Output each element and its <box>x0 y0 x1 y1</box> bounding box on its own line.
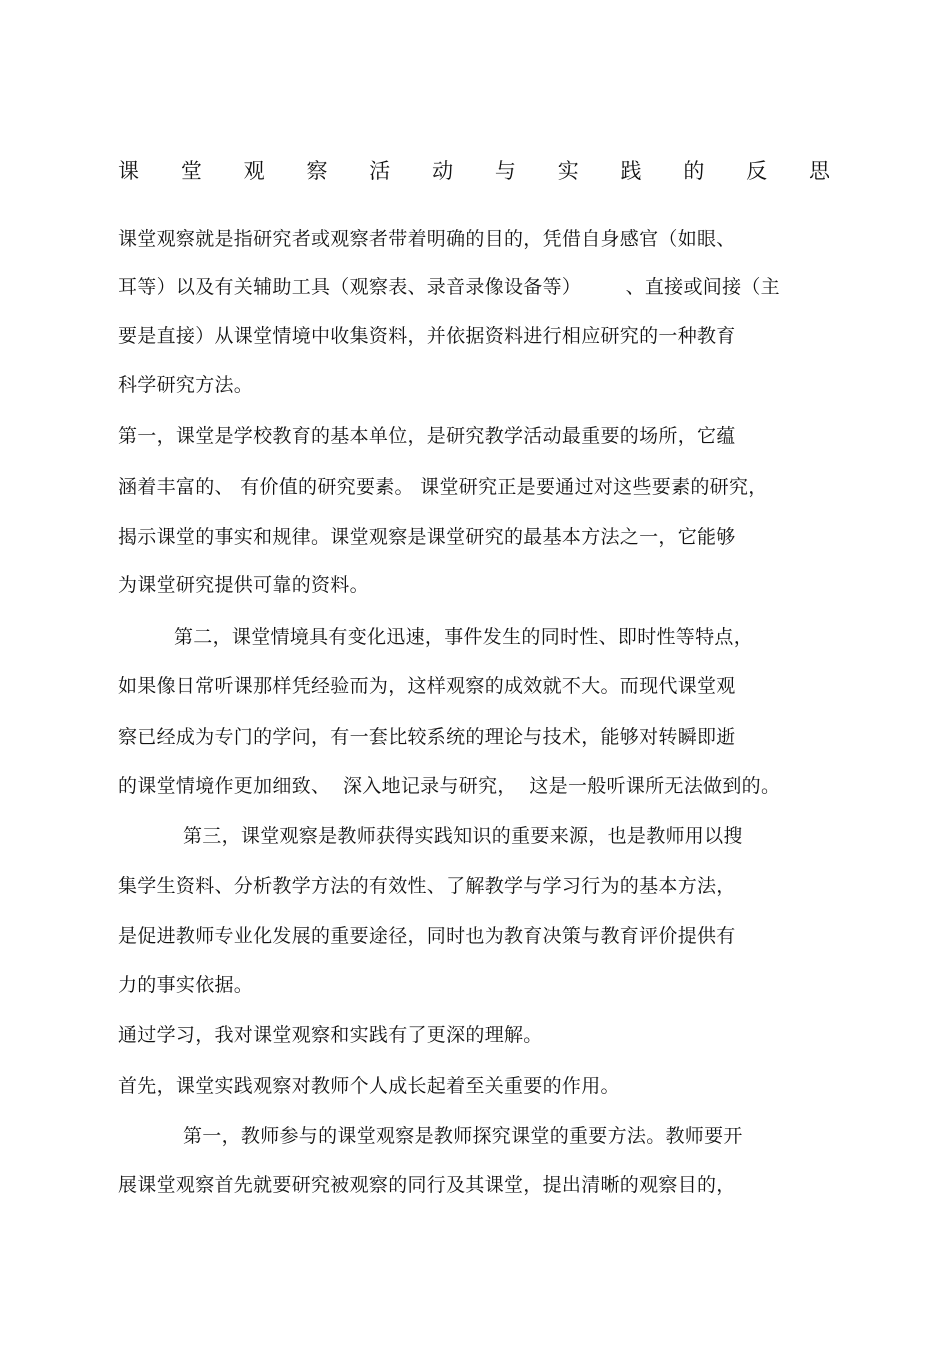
text-line: 首先，课堂实践观察对教师个人成长起着至关重要的作用。 <box>118 1075 620 1097</box>
title-char: 与 <box>494 159 516 183</box>
text-line: 耳等）以及有关辅助工具（观察表、录音录像设备等） 、直接或间接（主 <box>118 276 780 298</box>
text-line: 揭示课堂的事实和规律。课堂观察是课堂研究的最基本方法之一，它能够 <box>118 526 736 548</box>
text-line: 涵着丰富的、 有价值的研究要素。 课堂研究正是要通过对这些要素的研究， <box>118 476 768 498</box>
text-line: 是促进教师专业化发展的重要途径，同时也为教育决策与教育评价提供有 <box>118 925 736 947</box>
title-char: 实 <box>557 159 579 183</box>
text-line: 第二，课堂情境具有变化迅速，事件发生的同时性、即时性等特点， <box>174 626 754 648</box>
title-char: 践 <box>620 159 642 183</box>
text-line: 课堂观察就是指研究者或观察者带着明确的目的，凭借自身感官（如眼、 <box>118 228 736 250</box>
text-line: 集学生资料、分析教学方法的有效性、了解教学与学习行为的基本方法， <box>118 875 736 897</box>
text-line: 科学研究方法。 <box>118 374 254 396</box>
title-char: 堂 <box>180 159 202 183</box>
title-char: 反 <box>746 159 768 183</box>
title-char: 察 <box>306 159 328 183</box>
text-line: 第三，课堂观察是教师获得实践知识的重要来源，也是教师用以搜 <box>183 825 743 847</box>
title-char: 的 <box>683 159 705 183</box>
text-line: 展课堂观察首先就要研究被观察的同行及其课堂，提出清晰的观察目的， <box>118 1174 736 1196</box>
text-line: 的课堂情境作更加细致、 深入地记录与研究， 这是一般听课所无法做到的。 <box>118 775 781 797</box>
text-line: 第一，课堂是学校教育的基本单位，是研究教学活动最重要的场所，它蕴 <box>118 425 736 447</box>
text-line: 如果像日常听课那样凭经验而为，这样观察的成效就不大。而现代课堂观 <box>118 675 736 697</box>
text-line: 力的事实依据。 <box>118 974 254 996</box>
title-char: 课 <box>118 159 139 183</box>
text-line: 为课堂研究提供可靠的资料。 <box>118 574 369 596</box>
text-line: 要是直接）从课堂情境中收集资料，并依据资料进行相应研究的一种教育 <box>118 325 736 347</box>
text-line: 察已经成为专门的学问，有一套比较系统的理论与技术，能够对转瞬即逝 <box>118 726 736 748</box>
text-line: 第一，教师参与的课堂观察是教师探究课堂的重要方法。教师要开 <box>183 1125 743 1147</box>
title-char: 思 <box>808 159 830 183</box>
document-title <box>118 156 830 186</box>
text-line: 通过学习，我对课堂观察和实践有了更深的理解。 <box>118 1024 543 1046</box>
title-char: 动 <box>432 159 454 183</box>
title-char: 观 <box>243 159 265 183</box>
title-char: 活 <box>369 159 391 183</box>
